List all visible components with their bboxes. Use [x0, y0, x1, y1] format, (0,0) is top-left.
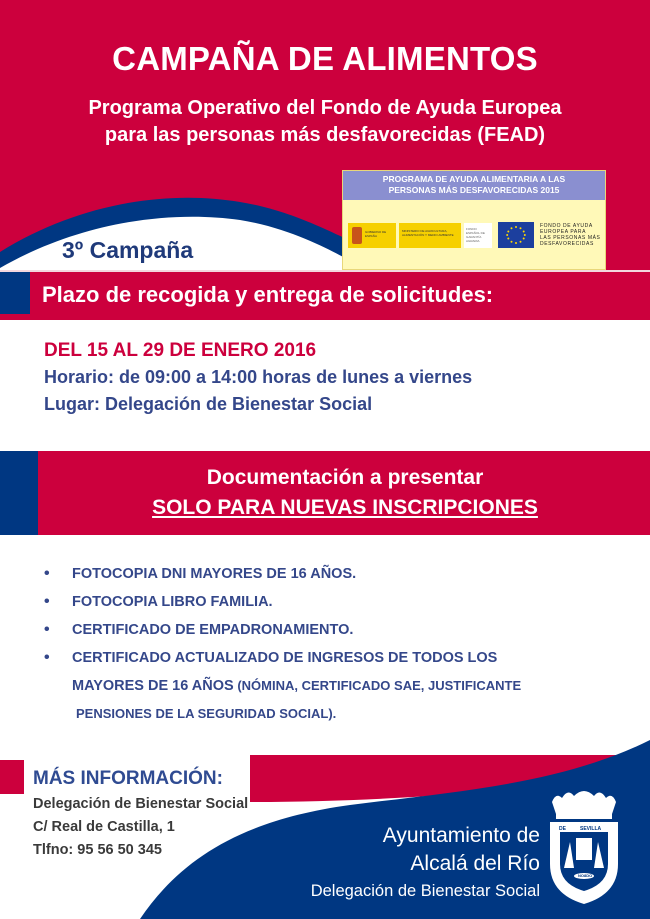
bullet-icon: • — [44, 621, 50, 638]
list-item — [40, 560, 620, 588]
contact-address: C/ Real de Castilla, 1 — [33, 819, 175, 835]
list-item-cont-detail: (NÓMINA, CERTIFICADO SAE, JUSTIFICANTE — [233, 678, 522, 693]
list-item-text: CERTIFICADO DE EMPADRONAMIENTO. — [72, 622, 354, 638]
contact-office: Delegación de Bienestar Social — [33, 796, 249, 812]
ayuntamiento-line-2: Alcalá del Río — [410, 852, 540, 875]
fead-badge — [342, 170, 606, 270]
ministry-logo — [399, 223, 461, 248]
list-item-text: CERTIFICADO ACTUALIZADO DE INGRESOS DE TODOS LOS — [72, 650, 498, 666]
svg-text:SEVILLA: SEVILLA — [580, 826, 602, 832]
bullet-icon: • — [44, 593, 50, 610]
list-item-text: FOTOCOPIA DNI MAYORES DE 16 AÑOS. — [72, 566, 357, 582]
bullet-icon: • — [44, 649, 50, 666]
list-item — [40, 616, 620, 644]
submission-dates: DEL 15 AL 29 DE ENERO 2016 — [44, 340, 317, 361]
banner-accent-left — [0, 272, 30, 314]
page-title: CAMPAÑA DE ALIMENTOS — [112, 40, 538, 77]
campaign-number: 3º Campaña — [62, 237, 194, 263]
subtitle-line-2: para las personas más desfavorecidas (FEAD) — [104, 124, 546, 146]
documents-accent-left — [0, 451, 38, 535]
bullet-icon: • — [44, 565, 50, 582]
fega-label: FONDO ESPAÑOL DE GARANTÍA AGRARIA — [466, 227, 485, 243]
fead-logos — [343, 200, 605, 270]
municipal-crest-icon — [546, 784, 622, 908]
fead-heading-line-1: PROGRAMA DE AYUDA ALIMENTARIA A LAS — [382, 174, 566, 184]
submission-schedule: Horario: de 09:00 a 14:00 horas de lunes a viernes — [44, 367, 473, 387]
crest-top-text: DE — [559, 826, 566, 832]
eu-label-line-1: FONDO DE AYUDA — [540, 223, 593, 229]
ayuntamiento-line-1: Ayuntamiento de — [382, 824, 540, 847]
fead-heading — [343, 171, 605, 200]
eu-label-line-4: DESFAVORECIDAS — [540, 241, 594, 247]
documents-title: Documentación a presentar — [206, 466, 484, 489]
documents-banner — [38, 451, 650, 535]
fega-logo — [464, 223, 492, 248]
submission-place: Lugar: Delegación de Bienestar Social — [44, 394, 373, 414]
footer-delegation: Delegación de Bienestar Social — [310, 882, 540, 900]
more-info-heading: MÁS INFORMACIÓN: — [33, 768, 223, 789]
list-item-cont-main: MAYORES DE 16 AÑOS — [72, 678, 234, 694]
eu-fund-label — [540, 223, 600, 247]
eu-label-line-2: EUROPEA PARA — [540, 229, 587, 235]
gobierno-label: GOBIERNO DE ESPAÑA — [365, 230, 387, 238]
eu-label-line-3: LAS PERSONAS MÁS — [540, 235, 601, 241]
ministry-label: MINISTERIO DE AGRICULTURA, ALIMENTACIÓN Y MEDIO AMBIENTE — [402, 229, 454, 237]
documents-list — [40, 560, 620, 728]
coat-of-arms-icon — [352, 227, 362, 244]
submission-banner-text: Plazo de recogida y entrega de solicitudes: — [42, 282, 494, 307]
documents-subtitle: SOLO PARA NUEVAS INSCRIPCIONES — [152, 496, 538, 519]
eu-flag-icon — [498, 222, 534, 248]
contact-phone: Tlfno: 95 56 50 345 — [33, 842, 162, 858]
fead-heading-line-2: PERSONAS MÁS DESFAVORECIDAS 2015 — [388, 185, 560, 195]
spain-government-logo — [348, 223, 396, 248]
list-item — [40, 644, 620, 672]
svg-text:NO8DO: NO8DO — [578, 873, 593, 878]
list-item-continuation — [40, 672, 620, 700]
list-item — [40, 588, 620, 616]
page-subtitle — [0, 95, 650, 149]
list-item-continuation: PENSIONES DE LA SEGURIDAD SOCIAL). — [76, 706, 337, 721]
subtitle-line-1: Programa Operativo del Fondo de Ayuda Europea — [88, 97, 562, 119]
list-item-text: FOTOCOPIA LIBRO FAMILIA. — [72, 594, 273, 610]
